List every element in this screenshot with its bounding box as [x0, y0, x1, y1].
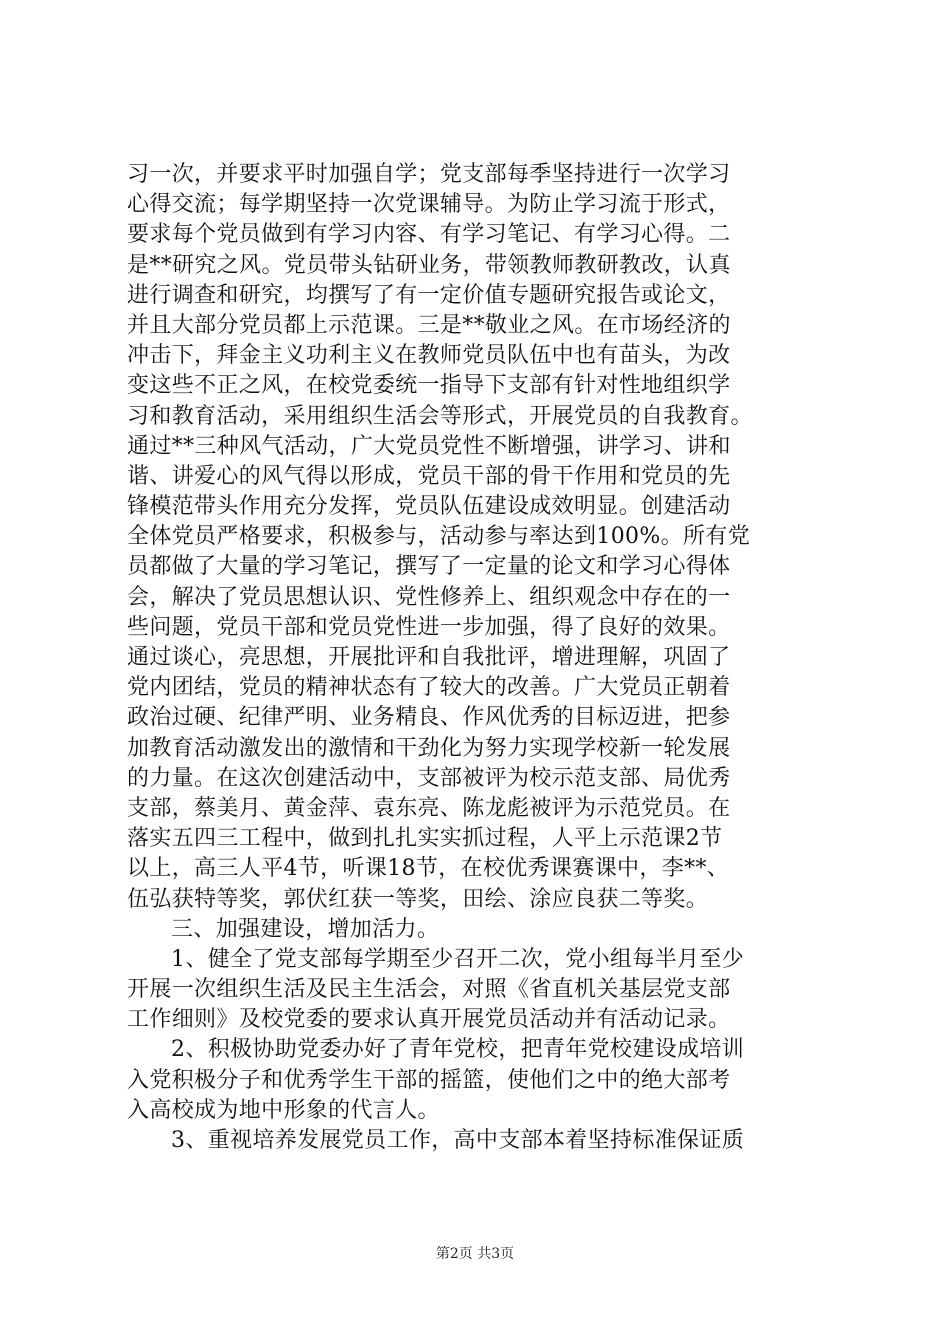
text-line: 通过**三种风气活动，广大党员党性不断增强，讲学习、讲和 [127, 433, 731, 459]
text-line: 党内团结，党员的精神状态有了较大的改善。广大党员正朝着 [127, 675, 731, 701]
text-line: 1、健全了党支部每学期至少召开二次，党小组每半月至少 [171, 946, 745, 972]
text-line: 会，解决了党员思想认识、党性修养上、组织观念中存在的一 [127, 584, 731, 610]
text-line: 支部，蔡美月、黄金萍、袁东亮、陈龙彪被评为示范党员。在 [127, 795, 731, 821]
section-heading: 三、加强建设，增加活力。 [171, 916, 440, 942]
text-line: 3、重视培养发展党员工作，高中支部本着坚持标准保证质 [171, 1128, 745, 1153]
text-line: 政治过硬、纪律严明、业务精良、作风优秀的目标迈进，把参 [127, 705, 731, 731]
text-line: 以上，高三人平4节，听课18节，在校优秀课赛课中，李**、 [127, 856, 730, 882]
text-line: 进行调查和研究，均撰写了有一定价值专题研究报告或论文， [127, 282, 731, 308]
text-line: 加教育活动激发出的激情和干劲化为努力实现学校新一轮发展 [127, 735, 731, 761]
text-line: 要求每个党员做到有学习内容、有学习笔记、有学习心得。二 [127, 222, 731, 248]
text-line: 2、积极协助党委办好了青年党校，把青年党校建设成培训 [171, 1037, 745, 1063]
text-line: 并且大部分党员都上示范课。三是**敬业之风。在市场经济的 [127, 312, 731, 338]
text-line: 通过谈心，亮思想，开展批评和自我批评，增进理解，巩固了 [127, 645, 731, 670]
text-line: 入党积极分子和优秀学生干部的摇篮，使他们之中的绝大部考 [127, 1067, 731, 1093]
text-line: 的力量。在这次创建活动中，支部被评为校示范支部、局优秀 [127, 765, 731, 791]
text-line: 习一次，并要求平时加强自学；党支部每季坚持进行一次学习 [127, 162, 731, 187]
text-line: 工作细则》及校党委的要求认真开展党员活动并有活动记录。 [127, 1007, 731, 1033]
text-line: 锋模范带头作用充分发挥，党员队伍建设成效明显。创建活动 [127, 494, 731, 520]
text-line: 变这些不正之风，在校党委统一指导下支部有针对性地组织学 [127, 373, 731, 399]
text-line: 心得交流；每学期坚持一次党课辅导。为防止学习流于形式， [127, 192, 731, 218]
page-footer [0, 1244, 950, 1264]
text-line: 落实五四三工程中，做到扎扎实实抓过程，人平上示范课2节 [127, 826, 723, 852]
text-line: 开展一次组织生活及民主生活会，对照《省直机关基层党支部 [127, 977, 731, 1003]
text-line: 伍弘获特等奖，郭伏红获一等奖，田绘、涂应良获二等奖。 [127, 886, 709, 912]
text-line: 员都做了大量的学习笔记，撰写了一定量的论文和学习心得体 [127, 554, 731, 580]
text-line: 些问题，党员干部和党员党性进一步加强，得了良好的效果。 [127, 614, 731, 640]
text-line: 冲击下，拜金主义功利主义在教师党员队伍中也有苗头，为改 [127, 343, 731, 369]
text-line: 习和教育活动，采用组织生活会等形式，开展党员的自我教育。 [127, 403, 753, 429]
text-line: 是**研究之风。党员带头钻研业务，带领教师教研教改，认真 [127, 252, 731, 278]
body-text [127, 160, 839, 1156]
page-number: 第2页 共3页 [435, 1246, 515, 1262]
text-line: 谐、讲爱心的风气得以形成，党员干部的骨干作用和党员的先 [127, 463, 731, 489]
text-line: 入高校成为地中形象的代言人。 [127, 1097, 440, 1123]
text-line: 全体党员严格要求，积极参与，活动参与率达到100%。所有党 [127, 524, 751, 550]
